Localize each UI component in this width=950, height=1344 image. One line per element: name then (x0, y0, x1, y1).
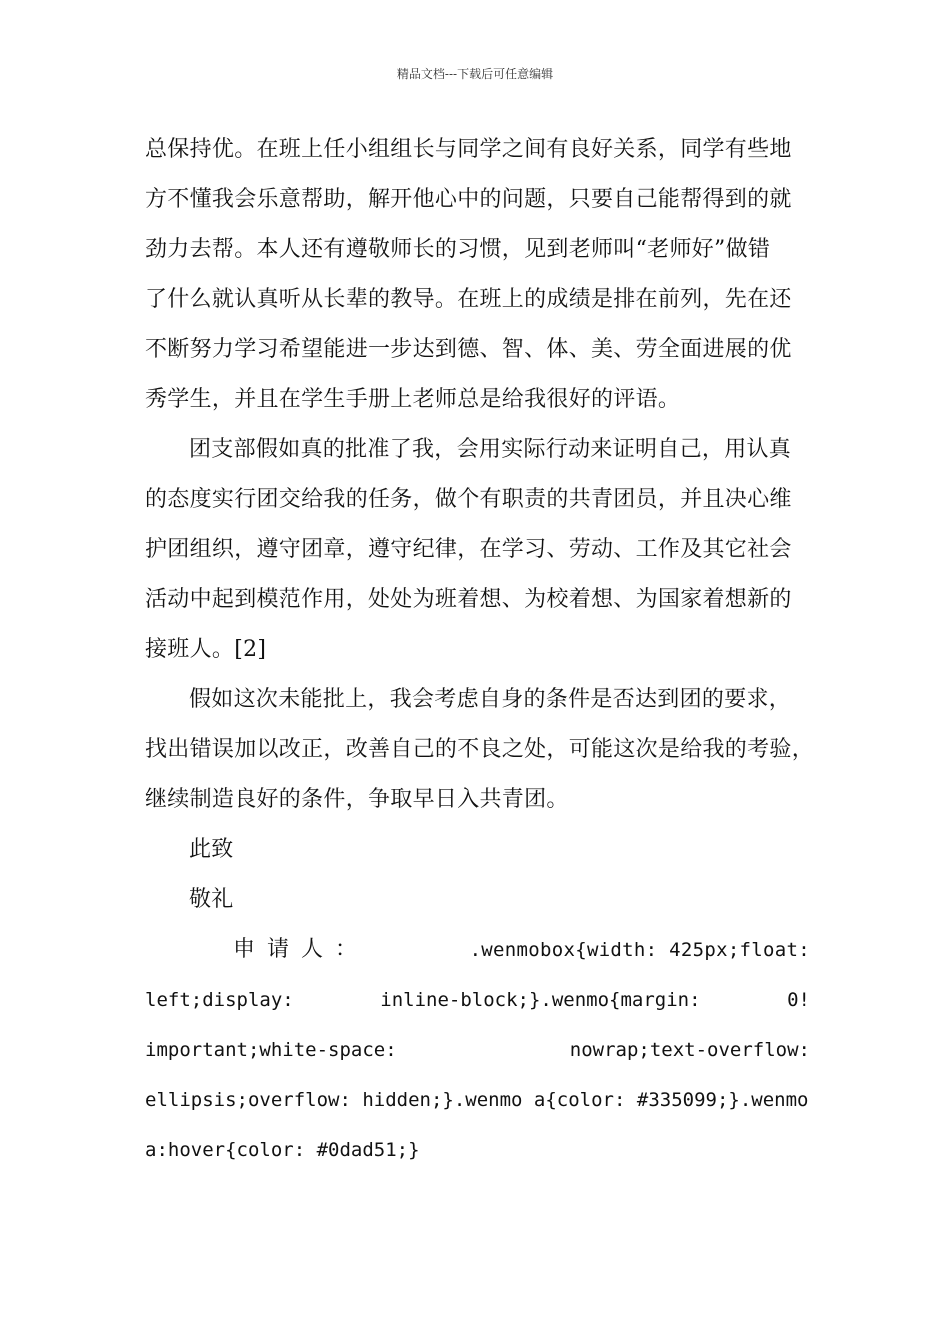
stray-css-text: .wenmobox{width: 425px;float: (469, 939, 810, 961)
paragraph-line: 的态度实行团交给我的任务，做个有职责的共青团员，并且决心维 (145, 487, 792, 512)
paragraph-line: 总保持优。在班上任小组组长与同学之间有良好关系，同学有些地 (145, 137, 792, 162)
paragraph-line: 接班人。[2] (145, 637, 267, 662)
signature-row (145, 925, 810, 975)
signature-label: 申请人： (233, 937, 370, 962)
paragraph-line: 找出错误加以改正，改善自己的不良之处，可能这次是给我的考验， (145, 737, 815, 762)
stray-css-fragment: 0! (787, 989, 810, 1011)
stray-css-line (145, 975, 810, 1025)
paragraph-line: 了什么就认真听从长辈的教导。在班上的成绩是排在前列，先在还 (145, 287, 792, 312)
paragraph-line: 假如这次未能批上，我会考虑自身的条件是否达到团的要求， (189, 687, 792, 712)
stray-css-fragment: inline-block;}.wenmo{margin: (380, 989, 701, 1011)
stray-css-fragment: nowrap;text-overflow: (569, 1039, 810, 1061)
paragraph-line: 不断努力学习希望能进一步达到德、智、体、美、劳全面进展的优 (145, 337, 792, 362)
stray-css-line: a:hover{color: #0dad51;} (145, 1139, 420, 1161)
paragraph-line: 团支部假如真的批准了我，会用实际行动来证明自己，用认真 (189, 437, 792, 462)
stray-css-fragment: important;white-space: (145, 1039, 397, 1061)
paragraph-line: 劲力去帮。本人还有遵敬师长的习惯，见到老师叫“老师好”做错 (145, 237, 771, 262)
paragraph-line: 护团组织，遵守团章，遵守纪律，在学习、劳动、工作及其它社会 (145, 537, 792, 562)
stray-css-line (145, 1025, 810, 1075)
stray-css-line: ellipsis;overflow: hidden;}.wenmo a{color: #335099;}.wenmo (145, 1089, 809, 1111)
paragraph-line: 活动中起到模范作用，处处为班着想、为校着想、为国家着想新的 (145, 587, 792, 612)
closing-line: 敬礼 (189, 887, 234, 912)
stray-css-fragment: left;display: (145, 989, 294, 1011)
page-header: 精品文档---下载后可任意编辑 (396, 67, 554, 81)
closing-line: 此致 (189, 837, 234, 862)
paragraph-line: 继续制造良好的条件，争取早日入共青团。 (145, 787, 569, 812)
paragraph-line: 秀学生，并且在学生手册上老师总是给我很好的评语。 (145, 387, 681, 412)
paragraph-line: 方不懂我会乐意帮助，解开他心中的问题，只要自己能帮得到的就 (145, 187, 792, 212)
document-body (145, 125, 815, 1175)
